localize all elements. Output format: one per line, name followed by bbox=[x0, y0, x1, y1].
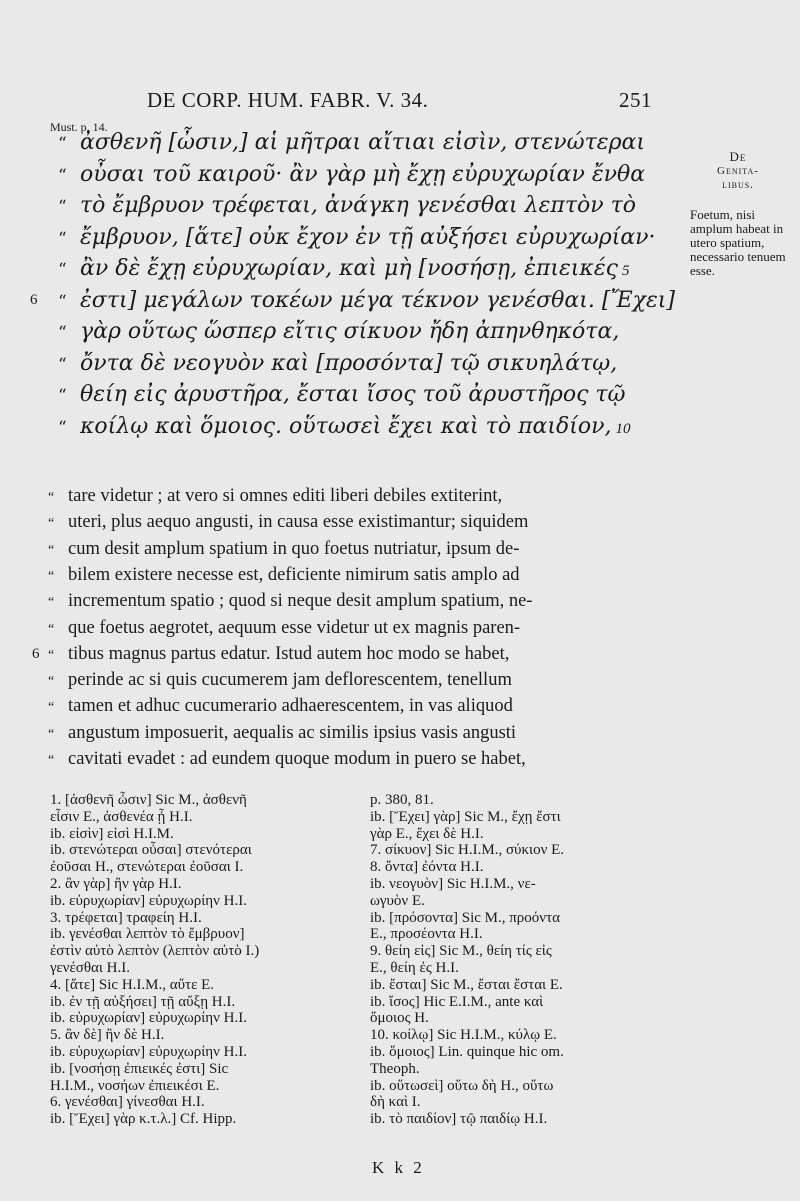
quote-mark: “ bbox=[48, 568, 55, 584]
apparatus-note: εἶσιν E., ἀσθενέα ᾖ H.I. bbox=[50, 808, 193, 825]
latin-line-text: cum desit amplum spatium in quo foetus nutriatur, ipsum de- bbox=[68, 538, 520, 559]
apparatus-left-column bbox=[50, 792, 352, 1128]
latin-line-text: que foetus aegrotet, aequum esse videtur ut ex magnis paren- bbox=[68, 617, 521, 638]
greek-line bbox=[58, 225, 656, 250]
apparatus-note: ib. ὅμοιος] Lin. quinque hic om. bbox=[370, 1043, 564, 1060]
apparatus-note: ib. οὕτωσεὶ] οὕτω δὴ H., οὕτω bbox=[370, 1077, 554, 1094]
greek-line bbox=[58, 193, 636, 218]
apparatus-note: ὅμοιος H. bbox=[370, 1010, 429, 1027]
line-number: 10 bbox=[615, 420, 631, 437]
greek-line-text: οὖσαι τοῦ καιροῦ· ἂν γὰρ μὴ ἔχῃ εὐρυχωρίαν ἔνθα bbox=[80, 161, 646, 187]
apparatus-note: ib. ἐν τῇ αὐξήσει] τῇ αὔξῃ H.I. bbox=[50, 993, 236, 1010]
apparatus-note: 7. σίκυον] Sic H.I.M., σύκιον E. bbox=[370, 842, 565, 859]
quote-mark: “ bbox=[58, 386, 67, 406]
greek-line bbox=[58, 130, 645, 155]
latin-line bbox=[48, 539, 519, 560]
signature-mark: K k 2 bbox=[372, 1158, 425, 1177]
quote-mark: “ bbox=[48, 726, 55, 742]
apparatus-note: ωγυὸν E. bbox=[370, 892, 425, 909]
greek-line-text: ἔμβρυον, [ἅτε] οὐκ ἔχον ἐν τῇ αὐξήσει εὐρυχωρίαν· bbox=[80, 224, 656, 250]
greek-line bbox=[58, 414, 631, 439]
latin-line-text: incrementum spatio ; quod si neque desit amplum spatium, ne- bbox=[68, 591, 533, 612]
apparatus-note: 3. τρέφεται] τραφείη H.I. bbox=[50, 909, 202, 926]
greek-line-text: ἂν δὲ ἔχῃ εὐρυχωρίαν, καὶ μὴ [νοσήσῃ, ἐπιεικές bbox=[80, 256, 618, 281]
greek-line-text: ἀσθενῆ [ὦσιν,] αἱ μῆτραι αἴτιαι εἰσὶν, στενώτεραι bbox=[80, 130, 646, 155]
quote-mark: “ bbox=[48, 516, 55, 532]
latin-line bbox=[48, 565, 520, 586]
apparatus-note: 2. ἂν γὰρ] ἢν γὰρ H.I. bbox=[50, 875, 182, 892]
latin-line bbox=[48, 644, 509, 665]
apparatus-note: ib. γενέσθαι λεπτὸν τὸ ἔμβρυον] bbox=[50, 926, 245, 943]
apparatus-note: E., θείη ἐς H.I. bbox=[370, 959, 459, 976]
apparatus-note: E., προσέοντα H.I. bbox=[370, 926, 483, 943]
quote-mark: “ bbox=[58, 323, 67, 343]
latin-line-text: cavitati evadet : ad eundem quoque modum in puero se habet, bbox=[68, 749, 526, 769]
greek-line-text: τὸ ἔμβρυον τρέφεται, ἀνάγκη γενέσθαι λεπτὸν τὸ bbox=[80, 193, 637, 218]
apparatus-note: 10. κοίλῳ] Sic H.I.M., κύλῳ E. bbox=[370, 1027, 557, 1044]
greek-line bbox=[58, 382, 626, 407]
apparatus-note: ib. νεογυὸν] Sic H.I.M., νε- bbox=[370, 875, 536, 892]
greek-line bbox=[58, 162, 645, 187]
greek-line bbox=[58, 319, 619, 344]
header-title: DE CORP. HUM. FABR. V. 34. bbox=[147, 88, 429, 112]
apparatus-note: ib. στενώτεραι οὖσαι] στενότεραι bbox=[50, 842, 252, 859]
latin-line-text: tibus magnus partus edatur. Istud autem hoc modo se habet, bbox=[68, 643, 510, 664]
apparatus-note: 9. θείη εἰς] Sic M., θείη τίς εἰς bbox=[370, 943, 552, 960]
quote-mark: “ bbox=[58, 197, 67, 217]
margin-marker: 6 bbox=[30, 291, 38, 308]
apparatus-note: 5. ἂν δὲ] ἢν δὲ H.I. bbox=[50, 1027, 165, 1044]
apparatus-note: δὴ καὶ I. bbox=[370, 1094, 421, 1111]
apparatus-note: 8. ὄντα] ἐόντα H.I. bbox=[370, 859, 484, 876]
latin-line bbox=[48, 591, 532, 612]
apparatus-note: ἐοῦσαι H., στενώτεραι ἐοῦσαι I. bbox=[50, 859, 244, 876]
latin-line bbox=[48, 512, 528, 533]
sidenote-body: Foetum, nisi amplum habeat in utero spatium, necessario tenuem esse. bbox=[690, 207, 786, 278]
latin-line bbox=[48, 749, 526, 770]
sidenote-heading-line: libus. bbox=[722, 179, 754, 191]
quote-mark: “ bbox=[58, 165, 67, 186]
greek-line-text: ἐστι] μεγάλων τοκέων μέγα τέκνον γενέσθαι. [Ἔχει] bbox=[80, 287, 675, 313]
greek-line-text: κοίλῳ καὶ ὅμοιος. οὕτωσεὶ ἔχει καὶ τὸ παιδίον, bbox=[80, 413, 612, 439]
quote-mark: “ bbox=[58, 228, 67, 249]
greek-line bbox=[58, 288, 675, 313]
apparatus-note: 4. [ἅτε] Sic H.I.M., αὔτε E. bbox=[50, 976, 215, 993]
apparatus-note: ib. ἔσται] Sic M., ἔσται ἔσται E. bbox=[370, 976, 563, 993]
quote-mark: “ bbox=[58, 134, 67, 154]
apparatus-right-column bbox=[370, 792, 670, 1128]
latin-line bbox=[48, 486, 502, 507]
apparatus-note: H.I.M., νοσήων ἐπιεικέσι E. bbox=[50, 1077, 220, 1094]
apparatus-note: ib. εὐρυχωρίαν] εὐρυχωρίην H.I. bbox=[50, 892, 247, 909]
margin-reference: Must. p. 14. bbox=[50, 120, 108, 134]
latin-line-text: tamen et adhuc cucumerario adhaerescentem, in vas aliquod bbox=[68, 696, 513, 717]
quote-mark: “ bbox=[48, 542, 55, 558]
quote-mark: “ bbox=[48, 595, 55, 611]
latin-line bbox=[48, 723, 516, 744]
apparatus-note: ib. τὸ παιδίον] τῷ παιδίῳ H.I. bbox=[370, 1111, 548, 1128]
page-number: 251 bbox=[619, 88, 652, 112]
sidenote-heading-line: Genita- bbox=[717, 165, 759, 177]
greek-line bbox=[58, 351, 617, 376]
quote-mark: “ bbox=[48, 490, 55, 505]
apparatus-note: ib. εὐρυχωρίαν] εὐρυχωρίην H.I. bbox=[50, 1010, 247, 1027]
apparatus-note: ib. [νοσήσῃ ἐπιεικές ἐστι] Sic bbox=[50, 1060, 229, 1077]
latin-line-text: uteri, plus aequo angusti, in causa esse existimantur; siquidem bbox=[68, 512, 529, 533]
line-number: 5 bbox=[621, 263, 630, 279]
apparatus-note: ib. [Ἔχει] γὰρ κ.τ.λ.] Cf. Hipp. bbox=[50, 1111, 237, 1128]
quote-mark: “ bbox=[58, 354, 67, 375]
greek-line-text: γὰρ οὕτως ὥσπερ εἴτις σίκυον ἤδη ἀπηνθηκότα, bbox=[80, 319, 620, 344]
quote-mark: “ bbox=[48, 621, 55, 637]
quote-mark: “ bbox=[48, 647, 55, 663]
latin-line-text: tare videtur ; at vero si omnes editi liberi debiles extiterint, bbox=[68, 486, 503, 506]
apparatus-note: 1. [ἀσθενῆ ὦσιν] Sic M., ἀσθενῆ bbox=[50, 792, 247, 808]
greek-line-text: ὄντα δὲ νεογυὸν καὶ [προσόντα] τῷ σικυηλάτῳ, bbox=[80, 350, 618, 376]
quote-mark: “ bbox=[48, 674, 55, 690]
latin-line bbox=[48, 618, 520, 639]
apparatus-note: Theoph. bbox=[370, 1060, 420, 1077]
apparatus-note: ib. [πρόσοντα] Sic M., προόντα bbox=[370, 909, 560, 926]
sidenote-heading bbox=[690, 150, 786, 192]
apparatus-note: ἐστὶν αὐτὸ λεπτὸν (λεπτὸν αὐτὸ I.) bbox=[50, 943, 260, 960]
apparatus-note: p. 380, 81. bbox=[370, 792, 434, 808]
apparatus-note: 6. γενέσθαι] γίνεσθαι H.I. bbox=[50, 1094, 205, 1111]
apparatus-note: ib. εἰσὶν] εἰσὶ H.I.M. bbox=[50, 825, 174, 842]
latin-line bbox=[48, 696, 513, 717]
greek-line bbox=[58, 256, 629, 281]
quote-mark: “ bbox=[58, 291, 67, 312]
quote-mark: “ bbox=[58, 260, 67, 280]
apparatus-note: ib. ἴσος] Hic E.I.M., ante καὶ bbox=[370, 993, 544, 1010]
quote-mark: “ bbox=[48, 753, 55, 768]
quote-mark: “ bbox=[58, 417, 67, 438]
apparatus-note: γὰρ E., ἔχει δὲ H.I. bbox=[370, 825, 484, 842]
apparatus-note: ib. εὐρυχωρίαν] εὐρυχωρίην H.I. bbox=[50, 1043, 247, 1060]
latin-line-text: bilem existere necesse est, deficiente nimirum satis amplo ad bbox=[68, 564, 520, 585]
latin-line-text: angustum imposuerit, aequalis ac similis ipsius vasis angusti bbox=[68, 722, 517, 743]
sidenote-heading-line: De bbox=[729, 149, 747, 164]
latin-line-text: perinde ac si quis cucumerem jam deflorescentem, tenellum bbox=[68, 670, 512, 691]
margin-marker: 6 bbox=[32, 645, 40, 662]
apparatus-note: γενέσθαι H.I. bbox=[50, 959, 130, 976]
greek-line-text: θείη εἰς ἀρυστῆρα, ἔσται ἴσος τοῦ ἀρυστῆρος τῷ bbox=[80, 382, 626, 407]
quote-mark: “ bbox=[48, 700, 55, 716]
latin-line bbox=[48, 670, 512, 691]
apparatus-note: ib. [Ἔχει] γὰρ] Sic M., ἔχῃ ἔστι bbox=[370, 808, 561, 825]
